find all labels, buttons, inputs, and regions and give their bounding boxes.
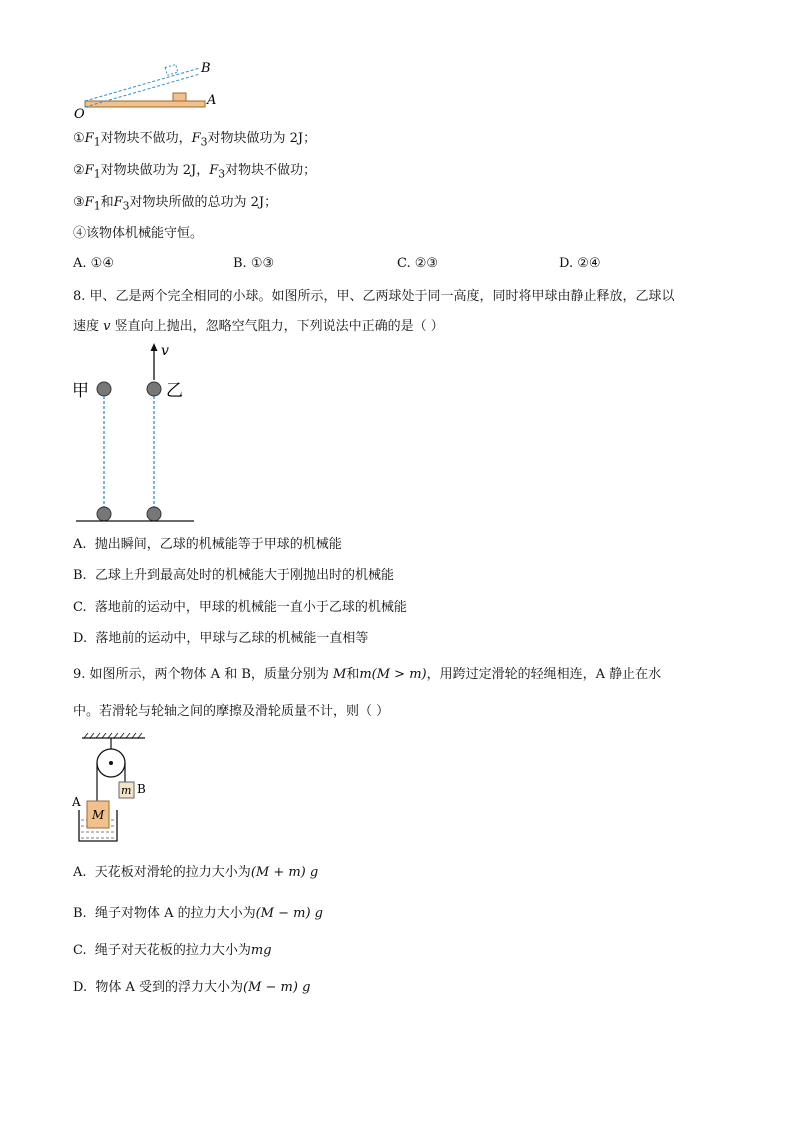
q7-option-c[interactable]: C. ②③	[397, 256, 439, 271]
q7-option-d[interactable]: D. ②④	[559, 256, 601, 271]
board-oa	[85, 101, 205, 107]
label-jia: 甲	[72, 381, 89, 401]
ceiling-hatch	[84, 733, 142, 738]
q8-option-a[interactable]: A. 抛出瞬间，乙球的机械能等于甲球的机械能	[73, 537, 342, 552]
q7-option-b[interactable]: B. ①③	[233, 256, 275, 271]
statement-4: ④该物体机械能守恒。	[73, 226, 204, 241]
q9-stem-line2: 中。若滑轮与轮轴之间的摩擦及滑轮质量不计，则（ ）	[73, 704, 390, 719]
q8-option-d[interactable]: D. 落地前的运动中，甲球与乙球的机械能一直相等	[73, 631, 369, 646]
q7-option-a[interactable]: A. ①④	[73, 256, 114, 271]
label-yi: 乙	[166, 381, 183, 401]
statement-2: $②F_1$对物块做功为 2J，$F_3$对物块不做功；	[73, 163, 317, 181]
q9-option-c[interactable]: C. 绳子对天花板的拉力大小为mg	[73, 943, 272, 958]
ball-jia-ground	[97, 507, 111, 521]
label-v: v	[161, 343, 169, 359]
block-a-mass: M	[92, 808, 105, 822]
ball-jia-top	[97, 382, 111, 396]
q9-figure	[70, 732, 150, 847]
q9-stem-line1: 9. 如图所示，两个物体 A 和 B，质量分别为 M和m(M > m)，用跨过定滑轮的轻绳相连，A 静止在水	[73, 667, 662, 682]
pulley-axle	[109, 761, 113, 765]
label-b: B	[201, 61, 211, 76]
label-a: A	[207, 93, 217, 108]
label-a: A	[72, 795, 81, 809]
q9-option-a[interactable]: A. 天花板对滑轮的拉力大小为(M + m) g	[73, 865, 319, 880]
velocity-arrowhead	[151, 343, 158, 351]
ball-yi-ground	[147, 507, 161, 521]
label-o: O	[74, 107, 85, 122]
label-b: B	[137, 782, 146, 796]
block-dashed-at-b	[165, 65, 178, 76]
ball-yi-top	[147, 382, 161, 396]
q8-stem-line2: 速度 v 竖直向上抛出，忽略空气阻力，下列说法中正确的是（ ）	[73, 319, 444, 334]
q8-figure	[70, 340, 200, 525]
incline-figure	[70, 60, 220, 120]
statement-1: $①F_1$对物块不做功，$F_3$对物块做功为 2J；	[73, 131, 317, 149]
statement-3: $③F_1$和$F_3$对物块所做的总功为 2J；	[73, 195, 278, 213]
block-on-board	[173, 93, 186, 101]
q7-options	[73, 256, 733, 274]
q8-stem-line1: 8. 甲、乙是两个完全相同的小球。如图所示，甲、乙两球处于同一高度，同时将甲球由静止释放，乙球以	[73, 289, 675, 304]
block-b-mass: m	[121, 784, 132, 797]
q8-option-c[interactable]: C. 落地前的运动中，甲球的机械能一直小于乙球的机械能	[73, 600, 407, 615]
q9-option-d[interactable]: D. 物体 A 受到的浮力大小为(M − m) g	[73, 980, 311, 995]
q9-option-b[interactable]: B. 绳子对物体 A 的拉力大小为(M − m) g	[73, 906, 324, 921]
q8-option-b[interactable]: B. 乙球上升到最高处时的机械能大于刚抛出时的机械能	[73, 568, 394, 583]
